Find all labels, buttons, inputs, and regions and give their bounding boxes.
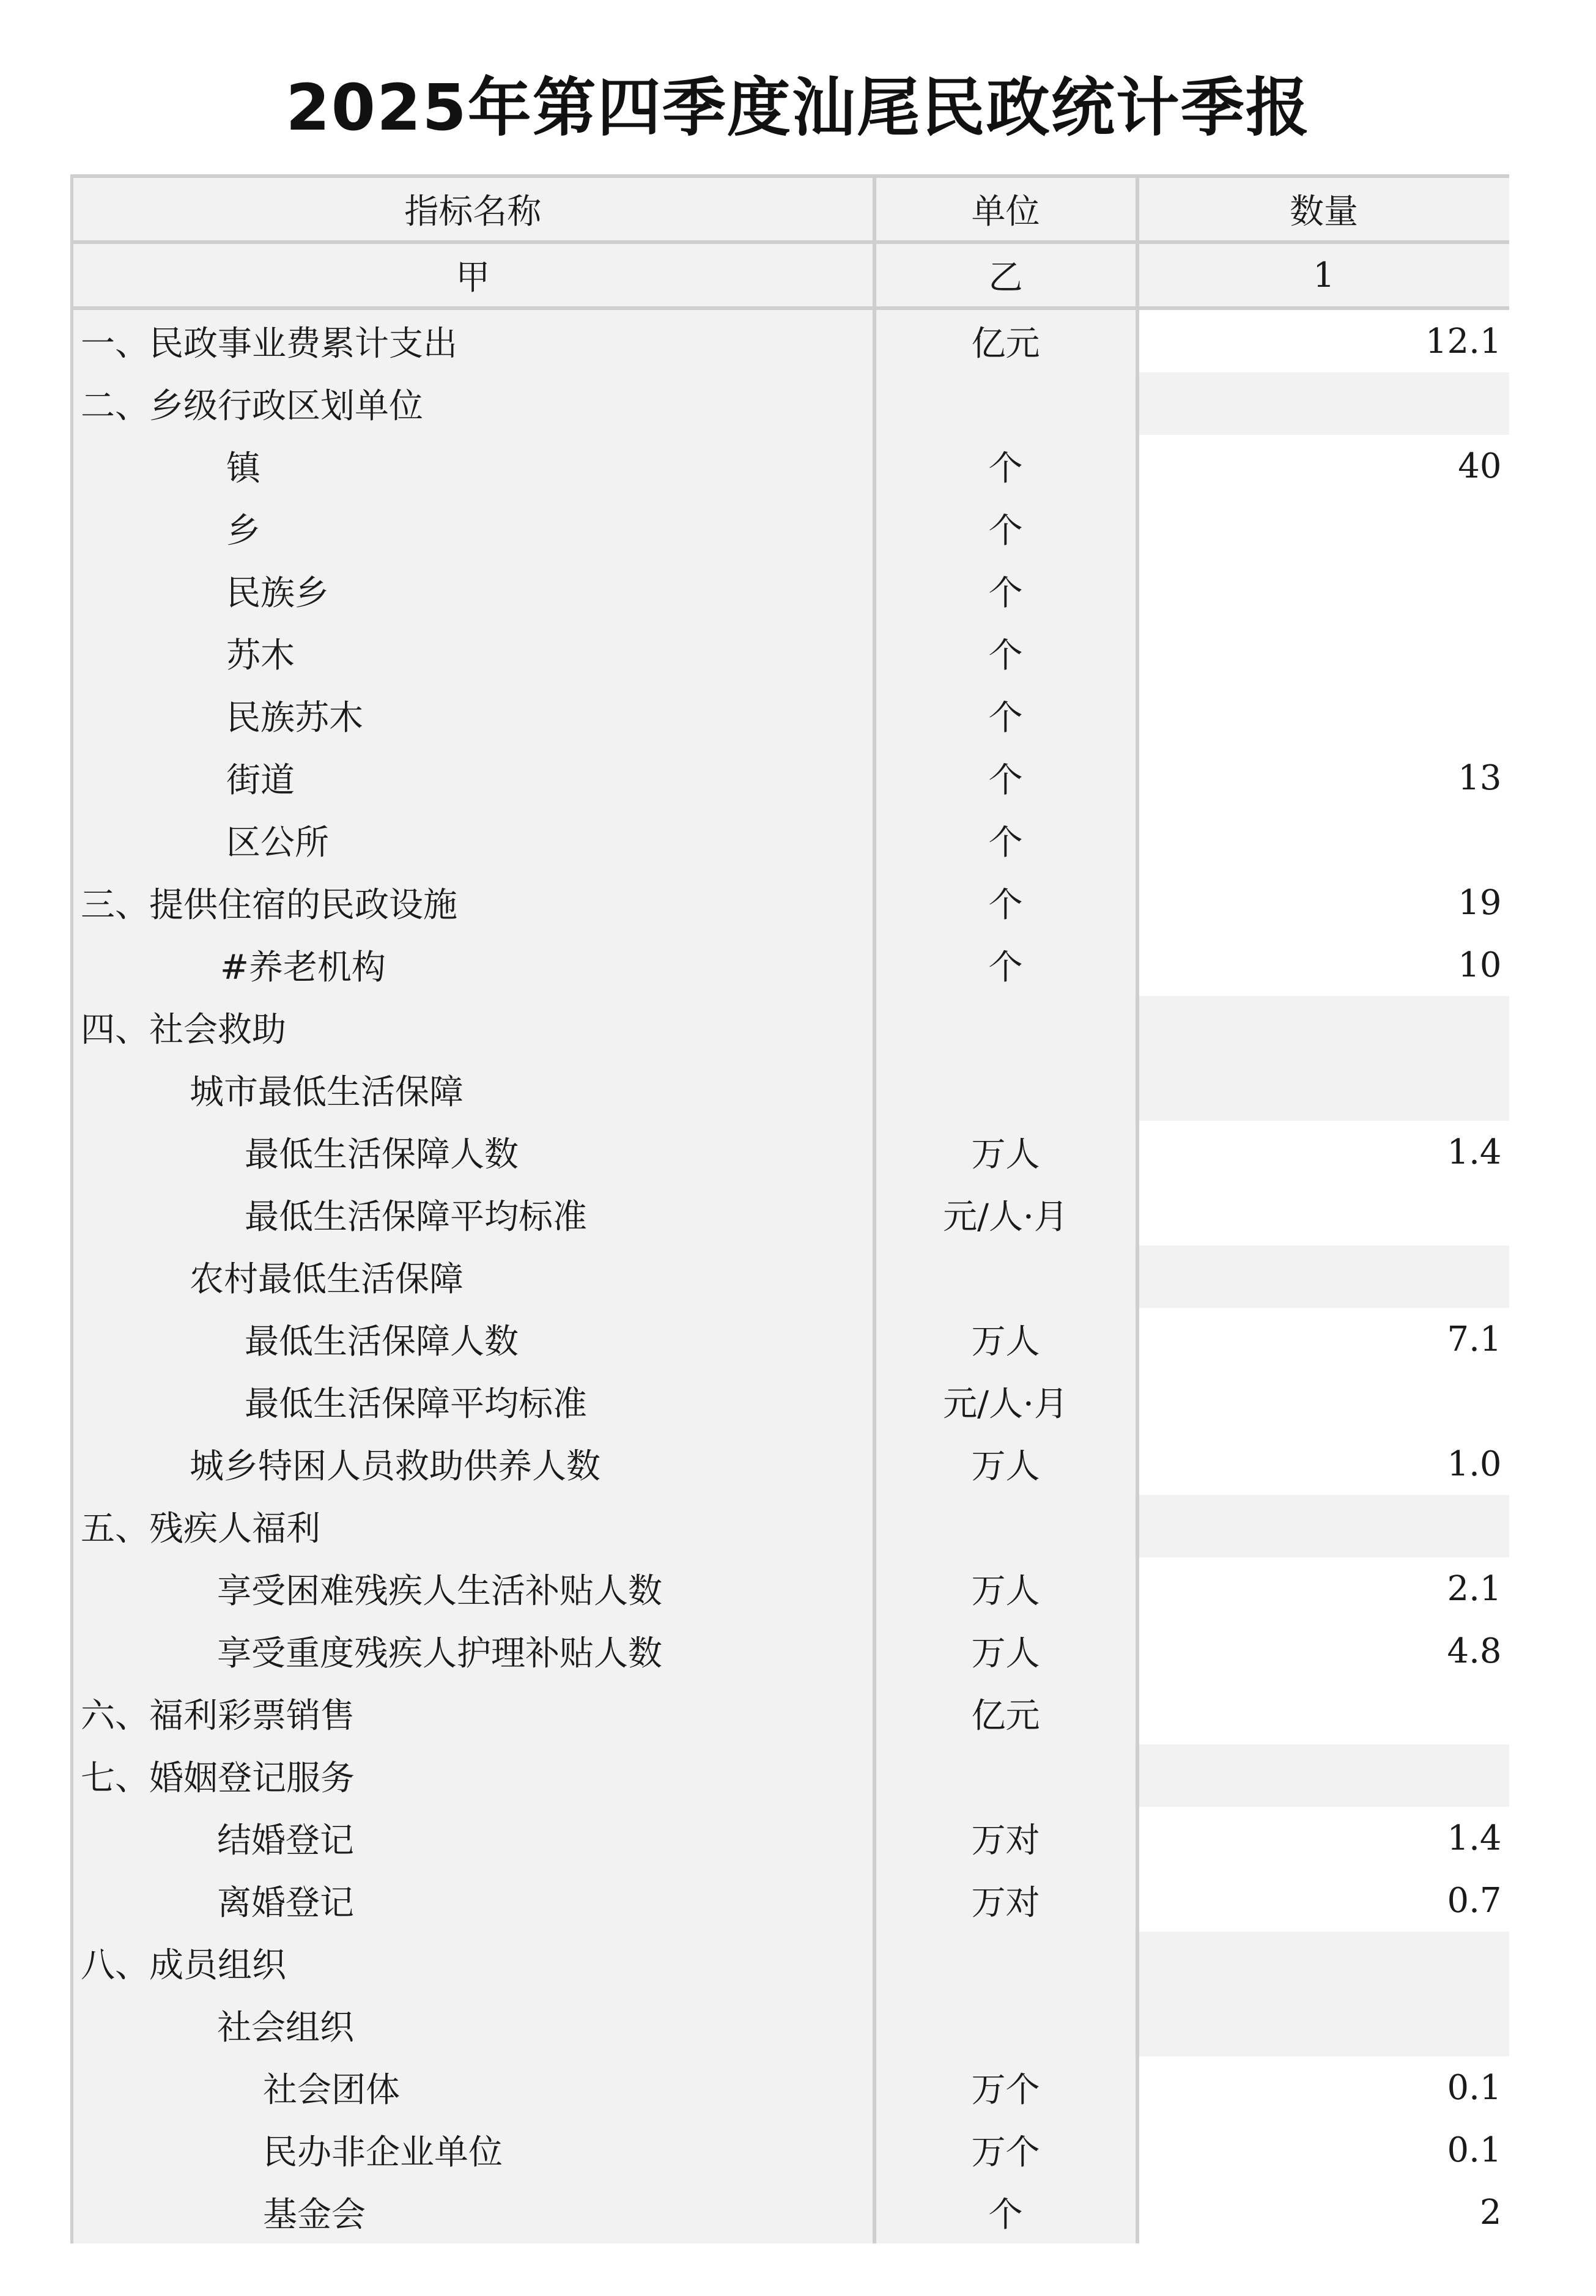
- indicator-name: 农村最低生活保障: [72, 1246, 874, 1308]
- indicator-unit: [874, 372, 1137, 435]
- indicator-name: 民办非企业单位: [72, 2119, 874, 2181]
- table-row: [72, 809, 1509, 871]
- indicator-unit: [874, 1058, 1137, 1121]
- indicator-name: 结婚登记: [72, 1807, 874, 1869]
- table-row: [72, 684, 1509, 747]
- indicator-unit: 亿元: [874, 1682, 1137, 1744]
- table-row: [72, 1932, 1509, 1994]
- table-row: [72, 1370, 1509, 1433]
- indicator-name: 最低生活保障平均标准: [72, 1370, 874, 1433]
- indicator-value: 1.4: [1137, 1121, 1509, 1183]
- column-header-unit: 单位: [874, 176, 1137, 242]
- table-row: [72, 1308, 1509, 1370]
- indicator-name: 民族苏木: [72, 684, 874, 747]
- indicator-name: 三、提供住宿的民政设施: [72, 871, 874, 934]
- indicator-unit: 万人: [874, 1121, 1137, 1183]
- indicator-value: 13: [1137, 747, 1509, 809]
- indicator-value: [1137, 559, 1509, 622]
- table-row: [72, 2181, 1509, 2243]
- indicator-name: 最低生活保障平均标准: [72, 1183, 874, 1246]
- indicator-unit: [874, 1994, 1137, 2056]
- table-row: [72, 1058, 1509, 1121]
- column-code-quantity: 1: [1137, 242, 1509, 308]
- column-code-unit: 乙: [874, 242, 1137, 308]
- table-row: [72, 435, 1509, 497]
- indicator-value: 2.1: [1137, 1557, 1509, 1620]
- indicator-value: 0.7: [1137, 1869, 1509, 1932]
- indicator-name: 苏木: [72, 622, 874, 684]
- indicator-name: 镇: [72, 435, 874, 497]
- indicator-value: [1137, 1682, 1509, 1744]
- indicator-value: 1.4: [1137, 1807, 1509, 1869]
- table-row: [72, 308, 1509, 372]
- indicator-unit: 元/人·月: [874, 1370, 1137, 1433]
- indicator-value: 4.8: [1137, 1620, 1509, 1682]
- table-row: [72, 372, 1509, 435]
- indicator-name: 基金会: [72, 2181, 874, 2243]
- indicator-name: 七、婚姻登记服务: [72, 1744, 874, 1807]
- table-row: [72, 996, 1509, 1058]
- indicator-unit: [874, 996, 1137, 1058]
- indicator-unit: [874, 1246, 1137, 1308]
- table-row: [72, 1183, 1509, 1246]
- indicator-unit: 万人: [874, 1557, 1137, 1620]
- indicator-name: 乡: [72, 497, 874, 559]
- indicator-value: [1137, 1744, 1509, 1807]
- table-row: [72, 1994, 1509, 2056]
- indicator-name: 最低生活保障人数: [72, 1121, 874, 1183]
- indicator-name: 城乡特困人员救助供养人数: [72, 1433, 874, 1495]
- indicator-unit: 万个: [874, 2056, 1137, 2119]
- indicator-unit: 亿元: [874, 308, 1137, 372]
- indicator-value: [1137, 996, 1509, 1058]
- indicator-name: 一、民政事业费累计支出: [72, 308, 874, 372]
- table-row: [72, 1121, 1509, 1183]
- indicator-value: [1137, 1994, 1509, 2056]
- indicator-name: 社会团体: [72, 2056, 874, 2119]
- indicator-name: 六、福利彩票销售: [72, 1682, 874, 1744]
- indicator-value: [1137, 684, 1509, 747]
- indicator-value: 7.1: [1137, 1308, 1509, 1370]
- table-row: [72, 1495, 1509, 1557]
- indicator-unit: 个: [874, 809, 1137, 871]
- indicator-unit: 万人: [874, 1433, 1137, 1495]
- indicator-value: 19: [1137, 871, 1509, 934]
- table-row: [72, 2056, 1509, 2119]
- table-row: [72, 1620, 1509, 1682]
- indicator-value: 2: [1137, 2181, 1509, 2243]
- indicator-unit: 个: [874, 684, 1137, 747]
- indicator-name: #养老机构: [72, 934, 874, 996]
- indicator-unit: 个: [874, 934, 1137, 996]
- indicator-value: [1137, 1932, 1509, 1994]
- indicator-name: 城市最低生活保障: [72, 1058, 874, 1121]
- indicator-name: 离婚登记: [72, 1869, 874, 1932]
- table-row: [72, 1807, 1509, 1869]
- indicator-unit: [874, 1744, 1137, 1807]
- table-row: [72, 747, 1509, 809]
- indicator-unit: 万个: [874, 2119, 1137, 2181]
- indicator-unit: 万人: [874, 1308, 1137, 1370]
- table-row: [72, 871, 1509, 934]
- indicator-value: 0.1: [1137, 2056, 1509, 2119]
- table-row: [72, 497, 1509, 559]
- page-title: 2025年第四季度汕尾民政统计季报: [286, 70, 1310, 145]
- indicator-name: 最低生活保障人数: [72, 1308, 874, 1370]
- indicator-unit: 万人: [874, 1620, 1137, 1682]
- indicator-name: 八、成员组织: [72, 1932, 874, 1994]
- indicator-value: [1137, 1495, 1509, 1557]
- indicator-unit: [874, 1932, 1137, 1994]
- indicator-value: 0.1: [1137, 2119, 1509, 2181]
- indicator-value: 12.1: [1137, 308, 1509, 372]
- table-row: [72, 622, 1509, 684]
- table-row: [72, 1246, 1509, 1308]
- indicator-name: 享受重度残疾人护理补贴人数: [72, 1620, 874, 1682]
- indicator-value: [1137, 1058, 1509, 1121]
- table-row: [72, 1869, 1509, 1932]
- indicator-value: [1137, 622, 1509, 684]
- indicator-unit: 元/人·月: [874, 1183, 1137, 1246]
- indicator-name: 五、残疾人福利: [72, 1495, 874, 1557]
- table-row: [72, 1557, 1509, 1620]
- table-row: [72, 2119, 1509, 2181]
- indicator-value: [1137, 1370, 1509, 1433]
- indicator-unit: 个: [874, 622, 1137, 684]
- indicator-unit: 个: [874, 747, 1137, 809]
- indicator-value: 10: [1137, 934, 1509, 996]
- indicator-value: [1137, 1246, 1509, 1308]
- indicator-name: 四、社会救助: [72, 996, 874, 1058]
- indicator-value: [1137, 809, 1509, 871]
- table-row: [72, 1682, 1509, 1744]
- indicator-value: [1137, 497, 1509, 559]
- column-header-indicator: 指标名称: [72, 176, 874, 242]
- indicator-unit: 个: [874, 871, 1137, 934]
- table-row: [72, 559, 1509, 622]
- indicator-name: 区公所: [72, 809, 874, 871]
- indicator-unit: 个: [874, 2181, 1137, 2243]
- indicator-value: 40: [1137, 435, 1509, 497]
- indicator-value: 1.0: [1137, 1433, 1509, 1495]
- indicator-name: 街道: [72, 747, 874, 809]
- table-row: [72, 1433, 1509, 1495]
- statistics-table: [70, 174, 1509, 2243]
- indicator-unit: [874, 1495, 1137, 1557]
- indicator-value: [1137, 1183, 1509, 1246]
- indicator-name: 享受困难残疾人生活补贴人数: [72, 1557, 874, 1620]
- indicator-unit: 万对: [874, 1869, 1137, 1932]
- indicator-name: 社会组织: [72, 1994, 874, 2056]
- column-code-indicator: 甲: [72, 242, 874, 308]
- indicator-name: 二、乡级行政区划单位: [72, 372, 874, 435]
- table-row: [72, 934, 1509, 996]
- indicator-unit: 万对: [874, 1807, 1137, 1869]
- indicator-name: 民族乡: [72, 559, 874, 622]
- indicator-unit: 个: [874, 497, 1137, 559]
- table-row: [72, 1744, 1509, 1807]
- indicator-unit: 个: [874, 559, 1137, 622]
- indicator-value: [1137, 372, 1509, 435]
- column-header-quantity: 数量: [1137, 176, 1509, 242]
- indicator-unit: 个: [874, 435, 1137, 497]
